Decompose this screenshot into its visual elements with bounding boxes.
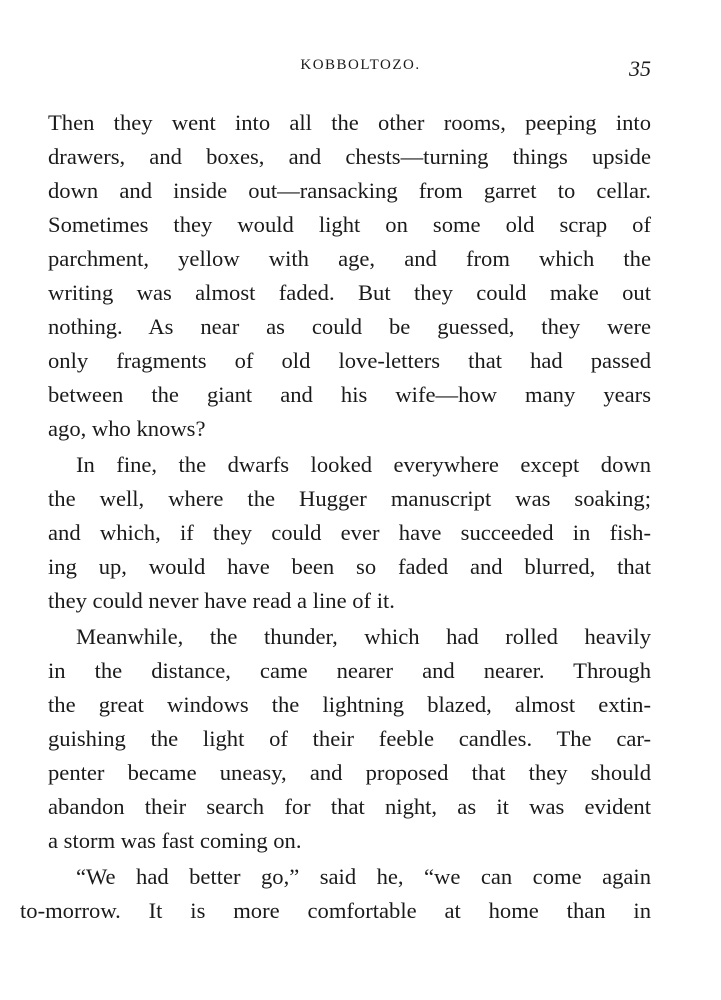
paragraph-4 [20, 860, 651, 928]
text-line: parchment, yellow with age, and from which the [48, 246, 651, 271]
text-line: Sometimes they would light on some old scrap of [48, 212, 651, 237]
text-line: writing was almost faded. But they could make out [48, 280, 651, 305]
text-line: Meanwhile, the thunder, which had rolled heavily [76, 624, 651, 649]
text-line: “We had better go,” said he, “we can come again [76, 864, 651, 889]
text-line: the great windows the lightning blazed, almost extin- [48, 692, 651, 717]
text-line: down and inside out—ransacking from garret to cellar. [48, 178, 651, 203]
text-line: to-morrow. It is more comfortable at home than in [20, 898, 651, 923]
text-line: In fine, the dwarfs looked everywhere except down [76, 452, 651, 477]
text-line: a storm was fast coming on. [48, 828, 302, 853]
text-line: abandon their search for that night, as it was evident [48, 794, 651, 819]
text-line: ago, who knows? [48, 416, 206, 441]
paragraph-2 [48, 448, 651, 618]
page-number: 35 [629, 56, 651, 81]
text-line: guishing the light of their feeble candles. The car- [48, 726, 651, 751]
text-line: drawers, and boxes, and chests—turning things upside [48, 144, 651, 169]
text-line: they could never have read a line of it. [48, 588, 395, 613]
text-line: penter became uneasy, and proposed that they should [48, 760, 651, 785]
text-line: nothing. As near as could be guessed, they were [48, 314, 651, 339]
paragraph-1 [48, 106, 651, 446]
text-line: the well, where the Hugger manuscript was soaking; [48, 486, 651, 511]
text-line: in the distance, came nearer and nearer. Through [48, 658, 651, 683]
paragraph-3 [48, 620, 651, 858]
text-line: between the giant and his wife—how many years [48, 382, 651, 407]
running-title: KOBBOLTOZO. [300, 57, 421, 73]
text-line: and which, if they could ever have succeeded in fish- [48, 520, 651, 545]
text-line: only fragments of old love-letters that had passed [48, 348, 651, 373]
body-text [20, 106, 651, 930]
text-line: ing up, would have been so faded and blurred, that [48, 554, 651, 579]
text-line: Then they went into all the other rooms, peeping into [48, 110, 651, 135]
